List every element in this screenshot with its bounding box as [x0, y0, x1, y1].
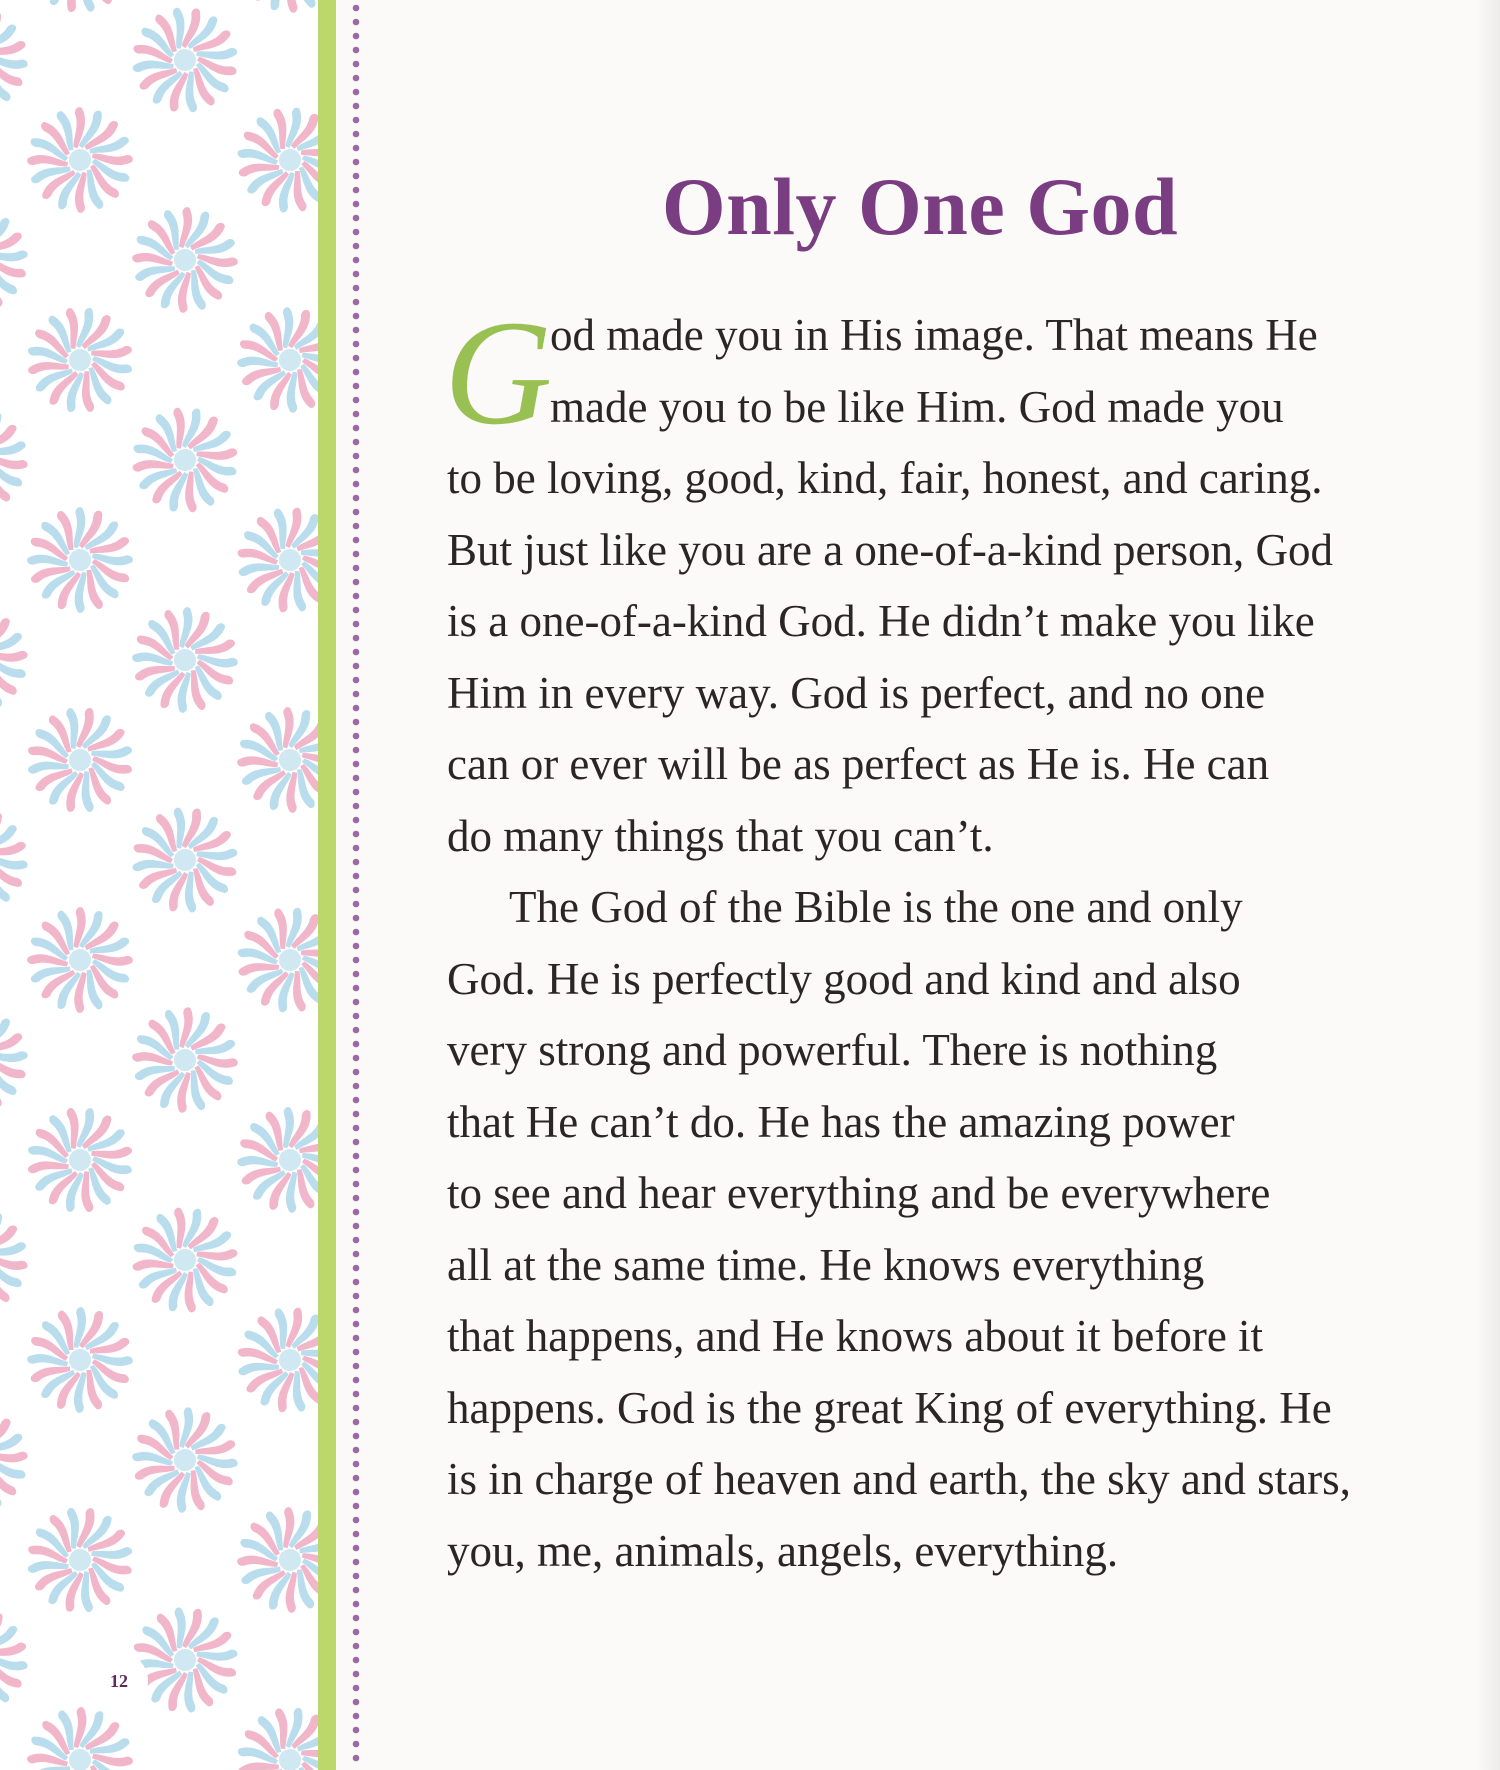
border-dot: [353, 705, 360, 712]
pinwheel-flower-icon: [17, 497, 143, 623]
pinwheel-flower-icon: [0, 202, 33, 319]
border-dot: [353, 1559, 360, 1566]
paragraph-2-line: happens. God is the great King of everything. He: [447, 1382, 1332, 1433]
pinwheel-flower-icon: [0, 1388, 47, 1533]
border-dot: [353, 537, 360, 544]
paragraph-1-line: od made you in His image. That means He: [550, 310, 1318, 360]
border-dot: [353, 1349, 360, 1356]
border-dot: [353, 159, 360, 166]
drop-cap: G: [444, 290, 553, 456]
border-dot: [353, 1447, 360, 1454]
paragraph-2-line: very strong and powerful. There is nothing: [447, 1025, 1218, 1075]
border-dot: [353, 5, 360, 12]
border-dot: [353, 341, 360, 348]
page-number: 12: [110, 1670, 128, 1691]
border-dot: [353, 425, 360, 432]
paragraph-2-line: is in charge of heaven and earth, the sky and stars,: [447, 1454, 1351, 1504]
border-dot: [353, 971, 360, 978]
border-dot: [353, 285, 360, 292]
border-dot: [353, 1293, 360, 1300]
border-dot: [353, 831, 360, 838]
border-dot: [353, 383, 360, 390]
border-dot: [353, 1601, 360, 1608]
border-dot: [353, 1489, 360, 1496]
border-dot: [353, 75, 360, 82]
border-dot: [353, 999, 360, 1006]
border-dot: [353, 1671, 360, 1678]
border-dot: [353, 1041, 360, 1048]
border-dot: [353, 243, 360, 250]
border-dot: [353, 1181, 360, 1188]
border-dot: [353, 985, 360, 992]
pinwheel-flower-icon: [111, 186, 260, 335]
body-text: [447, 300, 1447, 1587]
border-dot: [353, 173, 360, 180]
border-dot: [353, 1265, 360, 1272]
border-dot: [353, 145, 360, 152]
border-dot: [353, 1475, 360, 1482]
pinwheel-flower-icon: [10, 290, 149, 429]
border-dot: [353, 103, 360, 110]
border-dot: [353, 579, 360, 586]
border-dot: [353, 1209, 360, 1216]
border-dot: [353, 649, 360, 656]
border-dot: [353, 761, 360, 768]
green-border-stripe: [318, 0, 336, 1770]
decorative-pattern-panel: [0, 0, 318, 1770]
border-dot: [353, 747, 360, 754]
pinwheel-flower-icon: [215, 485, 318, 635]
pinwheel-flower-icon: [0, 793, 42, 927]
paragraph-2-line: all at the same time. He knows everything: [447, 1239, 1205, 1290]
border-dot: [353, 1587, 360, 1594]
border-dot: [353, 789, 360, 796]
border-dot: [353, 33, 360, 40]
border-dot: [353, 915, 360, 922]
border-dot: [353, 551, 360, 558]
paragraph-1-line: is a one-of-a-kind God. He didn’t make you like: [447, 596, 1315, 646]
border-dot: [353, 691, 360, 698]
border-dot: [353, 509, 360, 516]
pinwheel-flower-icon: [0, 385, 50, 535]
pinwheel-flower-icon: [16, 1296, 143, 1423]
pinwheel-flower-icon: [222, 92, 318, 228]
border-dot: [353, 1727, 360, 1734]
border-dot: [353, 201, 360, 208]
border-dot: [353, 47, 360, 54]
border-dot: [353, 1545, 360, 1552]
pinwheel-flower-icon: [0, 588, 47, 732]
pinwheel-flower-icon: [114, 1189, 257, 1332]
border-dot: [353, 1713, 360, 1720]
border-dot: [353, 733, 360, 740]
border-dot: [353, 1517, 360, 1524]
border-dot: [353, 523, 360, 530]
border-dot: [353, 61, 360, 68]
border-dot: [353, 1531, 360, 1538]
border-dot: [353, 635, 360, 642]
paragraph-1-line: can or ever will be as perfect as He is. He can: [447, 739, 1270, 789]
border-dot: [353, 1741, 360, 1748]
border-dot: [353, 19, 360, 26]
pinwheel-flower-icon: [26, 706, 134, 814]
border-dot: [353, 327, 360, 334]
border-dot: [353, 271, 360, 278]
border-dot: [353, 845, 360, 852]
pinwheel-flower-icon: [217, 1487, 318, 1634]
pinwheel-flower-icon: [27, 0, 133, 13]
border-dot: [353, 593, 360, 600]
border-dot: [353, 1153, 360, 1160]
pinwheel-flower-icon: [114, 389, 256, 531]
border-dot: [353, 1223, 360, 1230]
border-dot: [353, 719, 360, 726]
pinwheel-flower-icon: [221, 1691, 318, 1770]
pinwheel-flower-icon: [229, 1099, 318, 1222]
paragraph-1-line: to be loving, good, kind, fair, honest, and caring.: [447, 453, 1323, 503]
pinwheel-flower-icon: [120, 595, 250, 725]
border-dot: [353, 495, 360, 502]
border-dot: [353, 215, 360, 222]
border-dot: [353, 1125, 360, 1132]
border-dot: [353, 411, 360, 418]
border-dot: [353, 1615, 360, 1622]
border-dot: [353, 621, 360, 628]
border-dot: [353, 1685, 360, 1692]
pinwheel-flower-icon: [0, 1185, 50, 1335]
border-dot: [353, 229, 360, 236]
border-dot: [353, 1699, 360, 1706]
border-dot: [353, 1111, 360, 1118]
border-dot: [353, 1461, 360, 1468]
border-dot: [353, 453, 360, 460]
border-dot: [353, 89, 360, 96]
page-edge-shadow: [1476, 0, 1500, 1770]
paragraph-1-line: But just like you are a one-of-a-kind person, God: [447, 524, 1334, 575]
pinwheel-flower-icon: [129, 4, 241, 116]
border-dot: [353, 1013, 360, 1020]
pinwheel-flower-icon: [128, 1603, 243, 1718]
border-dot: [353, 1643, 360, 1650]
border-dot: [353, 1097, 360, 1104]
border-dot: [353, 1391, 360, 1398]
pinwheel-flower-icon: [6, 886, 154, 1034]
paragraph-2-line: that He can’t do. He has the amazing power: [447, 1096, 1235, 1147]
pinwheel-flower-icon: [111, 986, 260, 1135]
border-dot: [353, 957, 360, 964]
border-dot: [353, 1377, 360, 1384]
border-dot: [353, 873, 360, 880]
border-dot: [353, 481, 360, 488]
border-dot: [353, 1419, 360, 1426]
border-dot: [353, 929, 360, 936]
border-dot: [353, 1321, 360, 1328]
page-number-badge: [92, 1654, 146, 1708]
border-dot: [353, 1307, 360, 1314]
border-dot: [353, 817, 360, 824]
pinwheel-flower-icon: [229, 299, 318, 420]
border-dot: [353, 1433, 360, 1440]
paragraph-2: [447, 872, 1447, 1587]
paragraph-2-line: that happens, and He knows about it before it: [447, 1311, 1264, 1361]
pinwheel-flower-icon: [6, 86, 153, 233]
pinwheel-pattern: [0, 0, 318, 1770]
border-dot: [353, 1237, 360, 1244]
border-dot: [353, 1195, 360, 1202]
paragraph-1: [447, 300, 1447, 872]
border-dot: [353, 1363, 360, 1370]
border-dot: [353, 299, 360, 306]
border-dot: [353, 1167, 360, 1174]
paragraph-2-line: God. He is perfectly good and kind and also: [447, 953, 1241, 1004]
border-dot: [353, 887, 360, 894]
border-dot: [353, 313, 360, 320]
dotted-border: [350, 0, 362, 1770]
border-dot: [353, 1083, 360, 1090]
border-dot: [353, 369, 360, 376]
border-dot: [353, 1251, 360, 1258]
pinwheel-flower-icon: [119, 1394, 250, 1525]
paragraph-2-line: you, me, animals, angels, everything.: [447, 1525, 1119, 1576]
border-dot: [353, 663, 360, 670]
pinwheel-flower-icon: [128, 803, 241, 916]
border-dot: [353, 1279, 360, 1286]
pinwheel-flower-icon: [215, 1285, 318, 1435]
pinwheel-flower-icon: [0, 1001, 34, 1119]
border-dot: [353, 257, 360, 264]
paragraph-1-line: Him in every way. God is perfect, and no one: [447, 667, 1266, 718]
paragraph-2-line: to see and hear everything and be everywhere: [447, 1168, 1271, 1218]
paragraph-1-line: made you to be like Him. God made you: [550, 381, 1284, 432]
pinwheel-flower-icon: [221, 891, 318, 1028]
border-dot: [353, 1139, 360, 1146]
border-dot: [353, 565, 360, 572]
border-dot: [353, 1573, 360, 1580]
border-dot: [353, 1055, 360, 1062]
border-dot: [353, 901, 360, 908]
border-dot: [353, 775, 360, 782]
border-dot: [353, 1629, 360, 1636]
border-dot: [353, 1405, 360, 1412]
border-dot: [353, 117, 360, 124]
border-dot: [353, 439, 360, 446]
border-dot: [353, 943, 360, 950]
pinwheel-flower-icon: [217, 0, 318, 33]
border-dot: [353, 1069, 360, 1076]
pinwheel-flower-icon: [0, 1593, 42, 1728]
border-dot: [353, 397, 360, 404]
border-dot: [353, 467, 360, 474]
border-dot: [353, 131, 360, 138]
paragraph-2-line: The God of the Bible is the one and only: [509, 882, 1243, 932]
pinwheel-flower-icon: [217, 687, 318, 833]
border-dot: [353, 187, 360, 194]
border-dot: [353, 803, 360, 810]
pinwheel-flower-icon: [25, 1505, 135, 1615]
border-dot: [353, 607, 360, 614]
border-dot: [353, 1503, 360, 1510]
border-dot: [353, 859, 360, 866]
paragraph-1-line: do many things that you can’t.: [447, 810, 994, 861]
border-dot: [353, 355, 360, 362]
pinwheel-flower-icon: [0, 0, 41, 126]
border-dot: [353, 1657, 360, 1664]
border-dot: [353, 677, 360, 684]
border-dot: [353, 1027, 360, 1034]
pinwheel-flower-icon: [10, 1090, 150, 1230]
border-dot: [353, 1335, 360, 1342]
border-dot: [353, 1755, 360, 1762]
page-title: Only One God: [661, 161, 1179, 252]
